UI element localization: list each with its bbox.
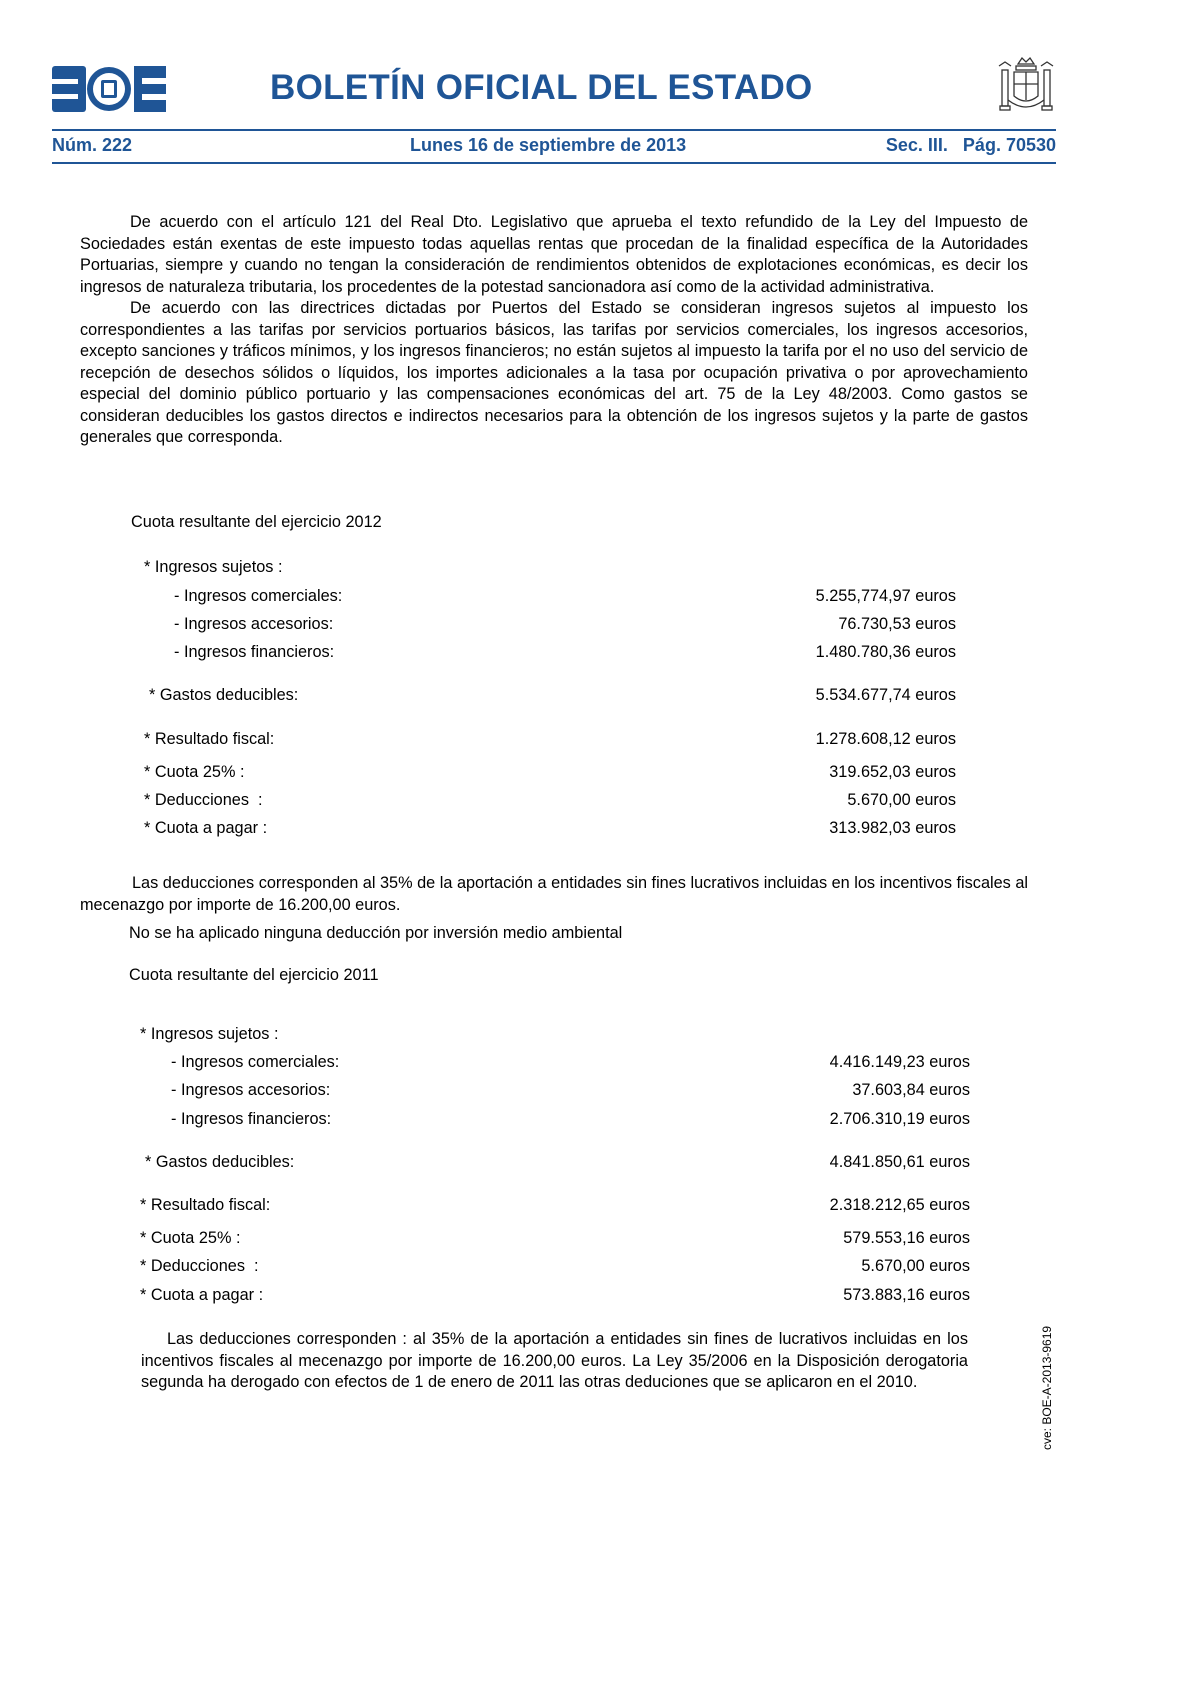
header-divider xyxy=(52,129,1056,131)
row-value: 5.255,774,97 euros xyxy=(815,587,956,605)
boe-logo xyxy=(52,66,166,112)
row-value: 579.553,16 euros xyxy=(843,1229,970,1247)
row-value: 573.883,16 euros xyxy=(843,1286,970,1304)
row-label: - Ingresos financieros: xyxy=(171,1110,332,1128)
row-label: * Resultado fiscal: xyxy=(144,730,275,748)
row-label: * Gastos deducibles: xyxy=(149,686,299,704)
cve-identifier: cve: BOE-A-2013-9619 xyxy=(1040,1325,1054,1450)
row-label: * Resultado fiscal: xyxy=(140,1196,271,1214)
note-2012 xyxy=(80,873,1028,916)
section-heading-2012: Cuota resultante del ejercicio 2012 xyxy=(131,513,382,531)
row-label: * Gastos deducibles: xyxy=(145,1153,295,1171)
section-page: Sec. III. Pág. 70530 xyxy=(885,135,1056,155)
row-value: 5.670,00 euros xyxy=(847,791,956,809)
issue-number: Núm. 222 xyxy=(52,135,133,155)
paragraph: Las deducciones corresponden al 35% de la aportación a entidades sin fines lucrativos incluidas en los incentivos fiscales al mecenazgo por importe de 16.200,00 euros. xyxy=(80,874,1029,914)
row-value: 2.318.212,65 euros xyxy=(829,1196,970,1214)
paragraph: De acuerdo con las directrices dictadas por Puertos del Estado se consideran ingresos sujetos al impuesto los correspondientes a las tarifas por servicios portuarios básicos, las tarifas por servicios comerciales, los ingresos accesorios, excepto sanciones y tráficos mínimos, y los ingresos financieros; no están sujetos al impuesto la tarifa por el no uso del servicio de recepción de desechos sólidos o líquidos, los importes adicionales a la tasa por ocupación privativa o por aprovechamiento especial del dominio público portuario y las compensaciones económicas del art. 75 de la Ley 48/2003. Como gastos se consideran deducibles los gastos directos e indirectos necesarios para la obtención de los ingresos sujetos y la parte de gastos generales que corresponda. xyxy=(80,299,1028,446)
row-label: * Ingresos sujetos : xyxy=(144,558,283,576)
row-label: * Cuota 25% : xyxy=(144,763,245,781)
row-label: * Cuota a pagar : xyxy=(144,819,268,837)
row-value: 313.982,03 euros xyxy=(829,819,956,837)
row-value: 76.730,53 euros xyxy=(838,615,956,633)
note-ambiental: No se ha aplicado ninguna deducción por inversión medio ambiental xyxy=(129,924,623,942)
row-value: 5.534.677,74 euros xyxy=(815,686,956,704)
note-2011 xyxy=(141,1329,968,1394)
row-label: - Ingresos financieros: xyxy=(174,643,335,661)
row-value: 1.278.608,12 euros xyxy=(815,730,956,748)
page-title: BOLETÍN OFICIAL DEL ESTADO xyxy=(270,68,813,107)
section-heading-2011: Cuota resultante del ejercicio 2011 xyxy=(129,966,379,984)
row-value: 4.841.850,61 euros xyxy=(829,1153,970,1171)
row-value: 1.480.780,36 euros xyxy=(815,643,956,661)
issue-date: Lunes 16 de septiembre de 2013 xyxy=(410,135,687,155)
row-label: - Ingresos comerciales: xyxy=(171,1053,340,1071)
row-value: 2.706.310,19 euros xyxy=(829,1110,970,1128)
paragraph: De acuerdo con el artículo 121 del Real Dto. Legislativo que aprueba el texto refundido de la Ley del Impuesto de Sociedades están exentas de este impuesto todas aquellas rentas que procedan de la finalidad específica de la Autoridades Portuarias, siempre y cuando no tengan la consideración de rendimientos obtenidos de explotaciones económicas, es decir los ingresos de naturaleza tributaria, los procedentes de la potestad sancionadora así como de la actividad administrativa. xyxy=(80,213,1028,296)
row-label: - Ingresos accesorios: xyxy=(171,1081,331,1099)
intro-text xyxy=(80,212,1028,449)
row-label: * Cuota a pagar : xyxy=(140,1286,264,1304)
row-label: * Cuota 25% : xyxy=(140,1229,241,1247)
row-value: 5.670,00 euros xyxy=(861,1257,970,1275)
row-value: 37.603,84 euros xyxy=(852,1081,970,1099)
row-label: - Ingresos accesorios: xyxy=(174,615,334,633)
coat-of-arms-icon xyxy=(996,56,1056,118)
paragraph: Las deducciones corresponden : al 35% de la aportación a entidades sin fines de lucrativos incluidas en los incentivos fiscales al mecenazgo por importe de 16.200,00 euros. La Ley 35/2006 en la Disposición derogatoria segunda ha derogado con efectos de 1 de enero de 2011 las otras deduciones que se aplicaron en el 2010. xyxy=(141,1330,968,1391)
header-divider xyxy=(52,162,1056,164)
row-value: 319.652,03 euros xyxy=(829,763,956,781)
row-label: - Ingresos comerciales: xyxy=(174,587,343,605)
row-value: 4.416.149,23 euros xyxy=(829,1053,970,1071)
row-label: * Deducciones : xyxy=(144,791,263,809)
row-label: * Deducciones : xyxy=(140,1257,259,1275)
row-label: * Ingresos sujetos : xyxy=(140,1025,279,1043)
